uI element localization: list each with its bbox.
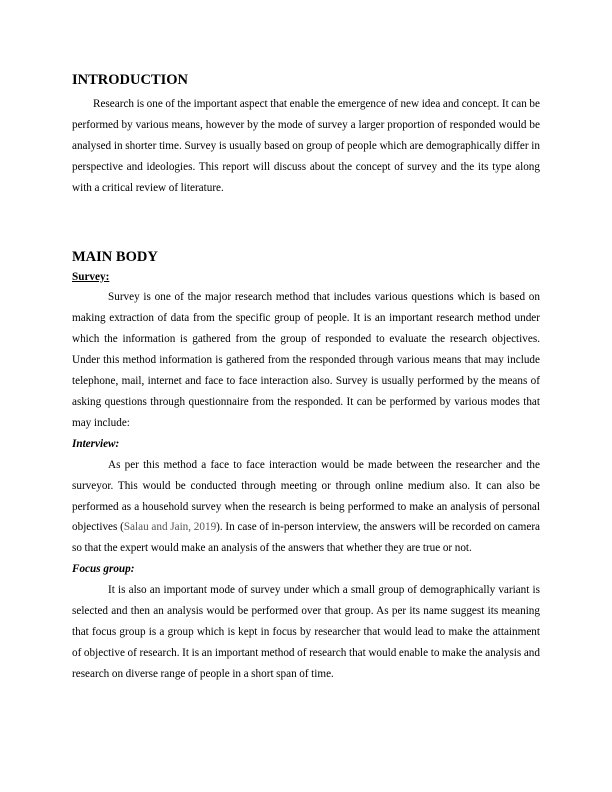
survey-subheading: Survey: xyxy=(72,270,110,283)
focus-group-subheading: Focus group: xyxy=(72,563,135,576)
interview-citation: Salau and Jain, 2019 xyxy=(123,521,217,534)
introduction-paragraph: Research is one of the important aspect that enable the emergence of new idea and concept. It can be performed by various means, however by the mode of survey a larger proportion of responded would be analysed in shorter time. Survey is usually based on group of people which are demographically differ in perspective and ideologies. This report will discuss about the concept of survey and the its type along with a critical review of literature. xyxy=(72,98,540,194)
main-body-heading: MAIN BODY xyxy=(72,248,158,265)
interview-text-before: As per this method a face to face interaction would be made between the researcher and the surveyor. This would be conducted through meeting or through online medium also. It can also be performed as a household survey when the research is being performed to make an analysis of personal objectives ( xyxy=(72,458,540,534)
interview-paragraph xyxy=(72,455,540,560)
interview-text-after: ). In case of in-person interview, the answers will be recorded on camera so that the expert would make an analysis of the answers that whether they are true or not. xyxy=(72,521,541,555)
introduction-heading: INTRODUCTION xyxy=(72,72,189,88)
focus-group-paragraph: It is also an important mode of survey under which a small group of demographically variant is selected and then an analysis would be performed over that group. As per its name suggest its meaning that focus group is a group which is kept in focus by researcher that would lead to make the attainment of objective of research. It is an important method of research that would enable to make the analysis and research on diverse range of people in a short span of time. xyxy=(72,584,540,680)
survey-paragraph: Survey is one of the major research method that includes various questions which is based on making extraction of data from the specific group of people. It is an important research method under which the information is gathered from the group of responded to evaluate the research objectives. Under this method information is gathered from the responded through various means that may include telephone, mail, internet and face to face interaction also. Survey is usually performed by the means of asking questions through questionnaire from the responded. It can be performed by various modes that may include: xyxy=(72,291,540,429)
document-page xyxy=(72,70,540,685)
interview-subheading: Interview: xyxy=(72,437,120,450)
